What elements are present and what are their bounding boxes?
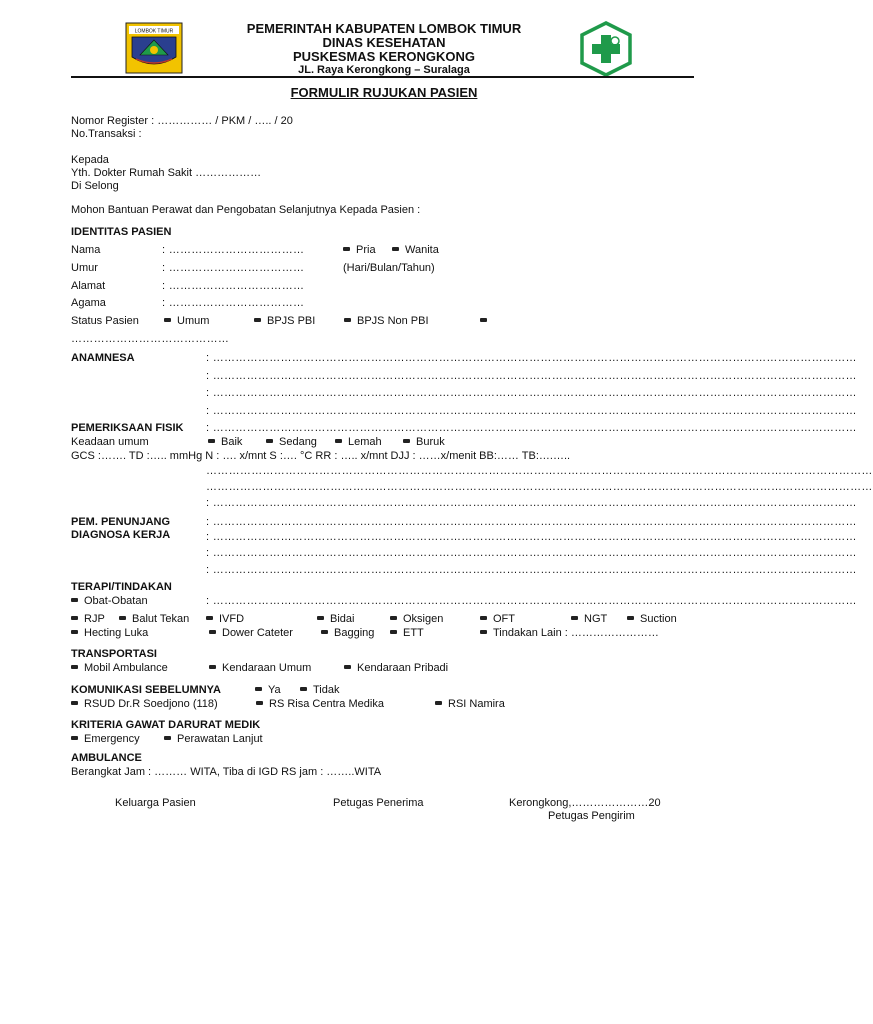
signature-penerima: Petugas Penerima [333, 797, 424, 809]
checkbox-icon [480, 318, 487, 322]
komunikasi-title: KOMUNIKASI SEBELUMNYA [71, 684, 221, 696]
checkbox-icon [164, 318, 171, 322]
umur-field[interactable]: : ……………………………… [162, 262, 305, 274]
checkbox-icon [392, 247, 399, 251]
header-address: JL. Raya Kerongkong – Suralaga [298, 64, 470, 76]
checkbox-icon [403, 439, 410, 443]
obat-line[interactable]: : ……………………………………………………………………………………………………………………………………………………… [206, 595, 857, 607]
diagnosa-line[interactable]: : ……………………………………………………………………………………………………………………………………………………… [206, 564, 857, 576]
option-ngt[interactable]: NGT [571, 613, 607, 625]
mohon-text: Mohon Bantuan Perawat dan Pengobatan Selanjutnya Kepada Pasien : [71, 204, 421, 216]
checkbox-icon [571, 616, 578, 620]
checkbox-icon [71, 736, 78, 740]
checkbox-icon [300, 687, 307, 691]
transportasi-title: TRANSPORTASI [71, 648, 157, 660]
checkbox-icon [317, 616, 324, 620]
option-tindakan-lain[interactable]: Tindakan Lain : …………………… [480, 627, 659, 639]
option-tidak[interactable]: Tidak [300, 684, 340, 696]
ambulance-time[interactable]: Berangkat Jam : ……… WITA, Tiba di IGD RS jam : ……..WITA [71, 766, 382, 778]
diagnosa-line[interactable]: : ……………………………………………………………………………………………………………………………………………………… [206, 531, 857, 543]
checkbox-icon [209, 665, 216, 669]
penunjang-line[interactable]: : ……………………………………………………………………………………………………………………………………………………… [206, 516, 857, 528]
pemeriksaan-line[interactable]: : ……………………………………………………………………………………………………………………………………………………… [206, 422, 857, 434]
umur-unit: (Hari/Bulan/Tahun) [343, 262, 435, 274]
checkbox-icon [390, 630, 397, 634]
checkbox-icon [435, 701, 442, 705]
agama-field[interactable]: : ……………………………… [162, 297, 305, 309]
header-divider [71, 76, 694, 78]
checkbox-icon [480, 630, 487, 634]
option-sedang[interactable]: Sedang [266, 436, 317, 448]
logo-text: LOMBOK TIMUR [134, 28, 174, 35]
checkbox-icon [335, 439, 342, 443]
option-emergency[interactable]: Emergency [71, 733, 140, 745]
option-lemah[interactable]: Lemah [335, 436, 382, 448]
diagnosa-title: DIAGNOSA KERJA [71, 529, 171, 541]
option-rjp[interactable]: RJP [71, 613, 105, 625]
checkbox-icon [321, 630, 328, 634]
option-ett[interactable]: ETT [390, 627, 424, 639]
anamnesa-line[interactable]: : ……………………………………………………………………………………………………………………………………………………… [206, 405, 857, 417]
signature-pengirim: Petugas Pengirim [548, 810, 635, 822]
diagnosa-line[interactable]: : ……………………………………………………………………………………………………………………………………………………… [206, 547, 857, 559]
nomor-register: Nomor Register : …………… / PKM / ….. / 20 [71, 115, 293, 127]
option-kendaraan-umum[interactable]: Kendaraan Umum [209, 662, 311, 674]
checkbox-icon [71, 701, 78, 705]
pemeriksaan-line[interactable]: …………………………………………………………………………………………………………………………………………………………… [206, 465, 873, 477]
no-transaksi: No.Transaksi : [71, 128, 142, 140]
option-mobil-ambulance[interactable]: Mobil Ambulance [71, 662, 168, 674]
checkbox-icon [119, 616, 126, 620]
checkbox-icon [71, 665, 78, 669]
alamat-label: Alamat [71, 280, 106, 292]
checkbox-icon [71, 598, 78, 602]
checkbox-icon [344, 665, 351, 669]
option-lainnya[interactable] [480, 315, 493, 327]
kepada-lokasi: Di Selong [71, 180, 119, 192]
place-date: Kerongkong,…………………20 [509, 797, 661, 809]
option-rsud[interactable]: RSUD Dr.R Soedjono (118) [71, 698, 218, 710]
option-balut-tekan[interactable]: Balut Tekan [119, 613, 189, 625]
form-title: FORMULIR RUJUKAN PASIEN [290, 85, 478, 100]
option-bpjs-pbi[interactable]: BPJS PBI [254, 315, 315, 327]
option-suction[interactable]: Suction [627, 613, 677, 625]
option-rs-risa[interactable]: RS Risa Centra Medika [256, 698, 384, 710]
agama-label: Agama [71, 297, 106, 309]
option-buruk[interactable]: Buruk [403, 436, 445, 448]
checkbox-icon [256, 701, 263, 705]
anamnesa-line[interactable]: : ……………………………………………………………………………………………………………………………………………………… [206, 370, 857, 382]
pemeriksaan-line[interactable]: …………………………………………………………………………………………………………………………………………………………… [206, 481, 873, 493]
alamat-field[interactable]: : ……………………………… [162, 280, 305, 292]
header-puskesmas: PUSKESMAS KERONGKONG [292, 49, 476, 64]
checkbox-icon [255, 687, 262, 691]
option-perawatan-lanjut[interactable]: Perawatan Lanjut [164, 733, 263, 745]
checkbox-icon [627, 616, 634, 620]
pemeriksaan-line[interactable]: : ……………………………………………………………………………………………………………………………………………………… [206, 497, 857, 509]
option-hecting[interactable]: Hecting Luka [71, 627, 148, 639]
identitas-title: IDENTITAS PASIEN [71, 226, 172, 238]
anamnesa-title: ANAMNESA [71, 352, 135, 364]
checkbox-icon [71, 616, 78, 620]
anamnesa-line[interactable]: : ……………………………………………………………………………………………………………………………………………………… [206, 352, 857, 364]
keadaan-label: Keadaan umum [71, 436, 149, 448]
checkbox-icon [164, 736, 171, 740]
header-agency: DINAS KESEHATAN [322, 35, 446, 50]
pemeriksaan-title: PEMERIKSAAN FISIK [71, 422, 184, 434]
kepada-dokter: Yth. Dokter Rumah Sakit ……………… [71, 167, 262, 179]
option-kendaraan-pribadi[interactable]: Kendaraan Pribadi [344, 662, 448, 674]
anamnesa-line[interactable]: : ……………………………………………………………………………………………………………………………………………………… [206, 387, 857, 399]
umur-label: Umur [71, 262, 98, 274]
option-baik[interactable]: Baik [208, 436, 242, 448]
checkbox-icon [266, 439, 273, 443]
header-government: PEMERINTAH KABUPATEN LOMBOK TIMUR [246, 21, 522, 36]
checkbox-icon [206, 616, 213, 620]
terapi-title: TERAPI/TINDAKAN [71, 581, 172, 593]
option-obat[interactable]: Obat-Obatan [71, 595, 148, 607]
penunjang-title: PEM. PENUNJANG [71, 516, 171, 528]
nama-label: Nama [71, 244, 101, 256]
status-label: Status Pasien [71, 315, 139, 327]
option-dower-cateter[interactable]: Dower Cateter [209, 627, 293, 639]
status-lainnya-field[interactable]: …………………………………… [71, 333, 230, 345]
signature-keluarga: Keluarga Pasien [115, 797, 196, 809]
checkbox-icon [209, 630, 216, 634]
option-oft[interactable]: OFT [480, 613, 515, 625]
option-bidai[interactable]: Bidai [317, 613, 354, 625]
checkbox-icon [343, 247, 350, 251]
option-pria[interactable]: Pria [343, 244, 376, 256]
option-ya[interactable]: Ya [255, 684, 281, 696]
nama-field[interactable]: : ……………………………… [162, 244, 305, 256]
checkbox-icon [208, 439, 215, 443]
option-ivfd[interactable]: IVFD [206, 613, 244, 625]
vital-signs[interactable]: GCS :……. TD :….. mmHg N : …. x/mnt S :…. °C RR : ….. x/mnt DJJ : ……x/menit BB:…… TB:….….. [71, 450, 571, 462]
checkbox-icon [390, 616, 397, 620]
option-bpjs-non-pbi[interactable]: BPJS Non PBI [344, 315, 429, 327]
kepada-label: Kepada [71, 154, 109, 166]
checkbox-icon [480, 616, 487, 620]
option-rsi-namira[interactable]: RSI Namira [435, 698, 505, 710]
option-bagging[interactable]: Bagging [321, 627, 374, 639]
checkbox-icon [254, 318, 261, 322]
checkbox-icon [344, 318, 351, 322]
option-wanita[interactable]: Wanita [392, 244, 439, 256]
checkbox-icon [71, 630, 78, 634]
kriteria-title: KRITERIA GAWAT DARURAT MEDIK [71, 719, 261, 731]
option-umum[interactable]: Umum [164, 315, 209, 327]
ambulance-title: AMBULANCE [71, 752, 142, 764]
option-oksigen[interactable]: Oksigen [390, 613, 443, 625]
